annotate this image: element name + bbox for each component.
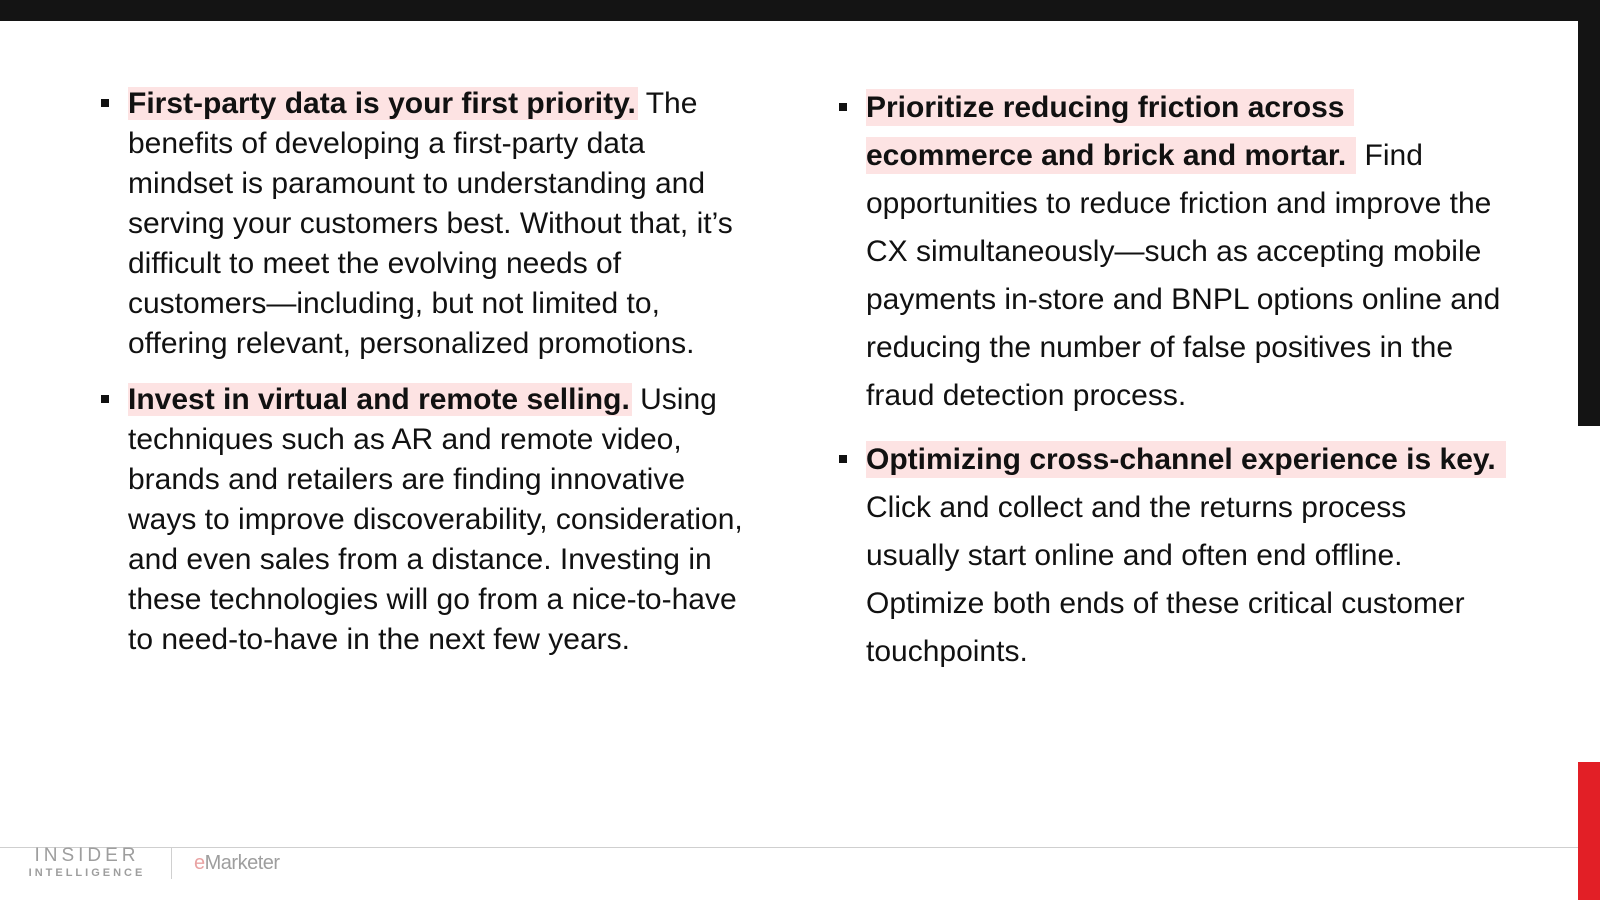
- square-bullet-icon: [101, 395, 109, 403]
- top-bar: [0, 0, 1600, 21]
- footer-divider-line: [0, 847, 1578, 848]
- square-bullet-icon: [839, 103, 847, 111]
- right-bullet-list: [866, 84, 1506, 676]
- list-item: [866, 84, 1506, 420]
- bullet-heading: Invest in virtual and remote selling.: [128, 383, 630, 416]
- emarketer-logo-text: Marketer: [204, 852, 280, 874]
- insider-intelligence-logo: [22, 846, 152, 880]
- bullet-heading: Optimizing cross-channel experience is key.: [866, 441, 1506, 478]
- list-item: [866, 436, 1506, 676]
- square-bullet-icon: [839, 455, 847, 463]
- square-bullet-icon: [101, 99, 109, 107]
- bullet-heading: First-party data is your first priority.: [128, 87, 636, 120]
- list-item: [128, 380, 758, 660]
- bullet-body: The benefits of developing a first-party data mindset is paramount to understanding and serving your customers best. Without that, it’s difficult to meet the evolving needs of customers—including, but not limited to, offering relevant, personalized promotions.: [128, 87, 733, 360]
- logo-line-2: INTELLIGENCE: [28, 867, 146, 879]
- left-bullet-list: [128, 84, 758, 660]
- bullet-body: Find opportunities to reduce friction and improve the CX simultaneously—such as accepting mobile payments in-store and BNPL options online and reducing the number of false positives in the fraud detection process.: [866, 139, 1501, 412]
- footer-logo-separator: [171, 848, 172, 879]
- bullet-body: Using techniques such as AR and remote video, brands and retailers are finding innovative ways to improve discoverability, consideration, and even sales from a distance. Investing in these technologies will go from a nice-to-have to need-to-have in the next few years.: [128, 383, 743, 656]
- side-accent-bar-dark: [1578, 21, 1600, 426]
- list-item: [128, 84, 758, 364]
- emarketer-logo: [194, 852, 280, 875]
- bullet-heading: Prioritize reducing friction across ecommerce and brick and mortar.: [866, 89, 1356, 174]
- bullet-body: Click and collect and the returns process usually start online and often end offline. Optimize both ends of these critical customer touchpoints.: [866, 491, 1465, 668]
- logo-line-1: INSIDER: [34, 845, 140, 866]
- side-accent-bar-red: [1578, 762, 1600, 900]
- emarketer-logo-e: e: [194, 852, 205, 874]
